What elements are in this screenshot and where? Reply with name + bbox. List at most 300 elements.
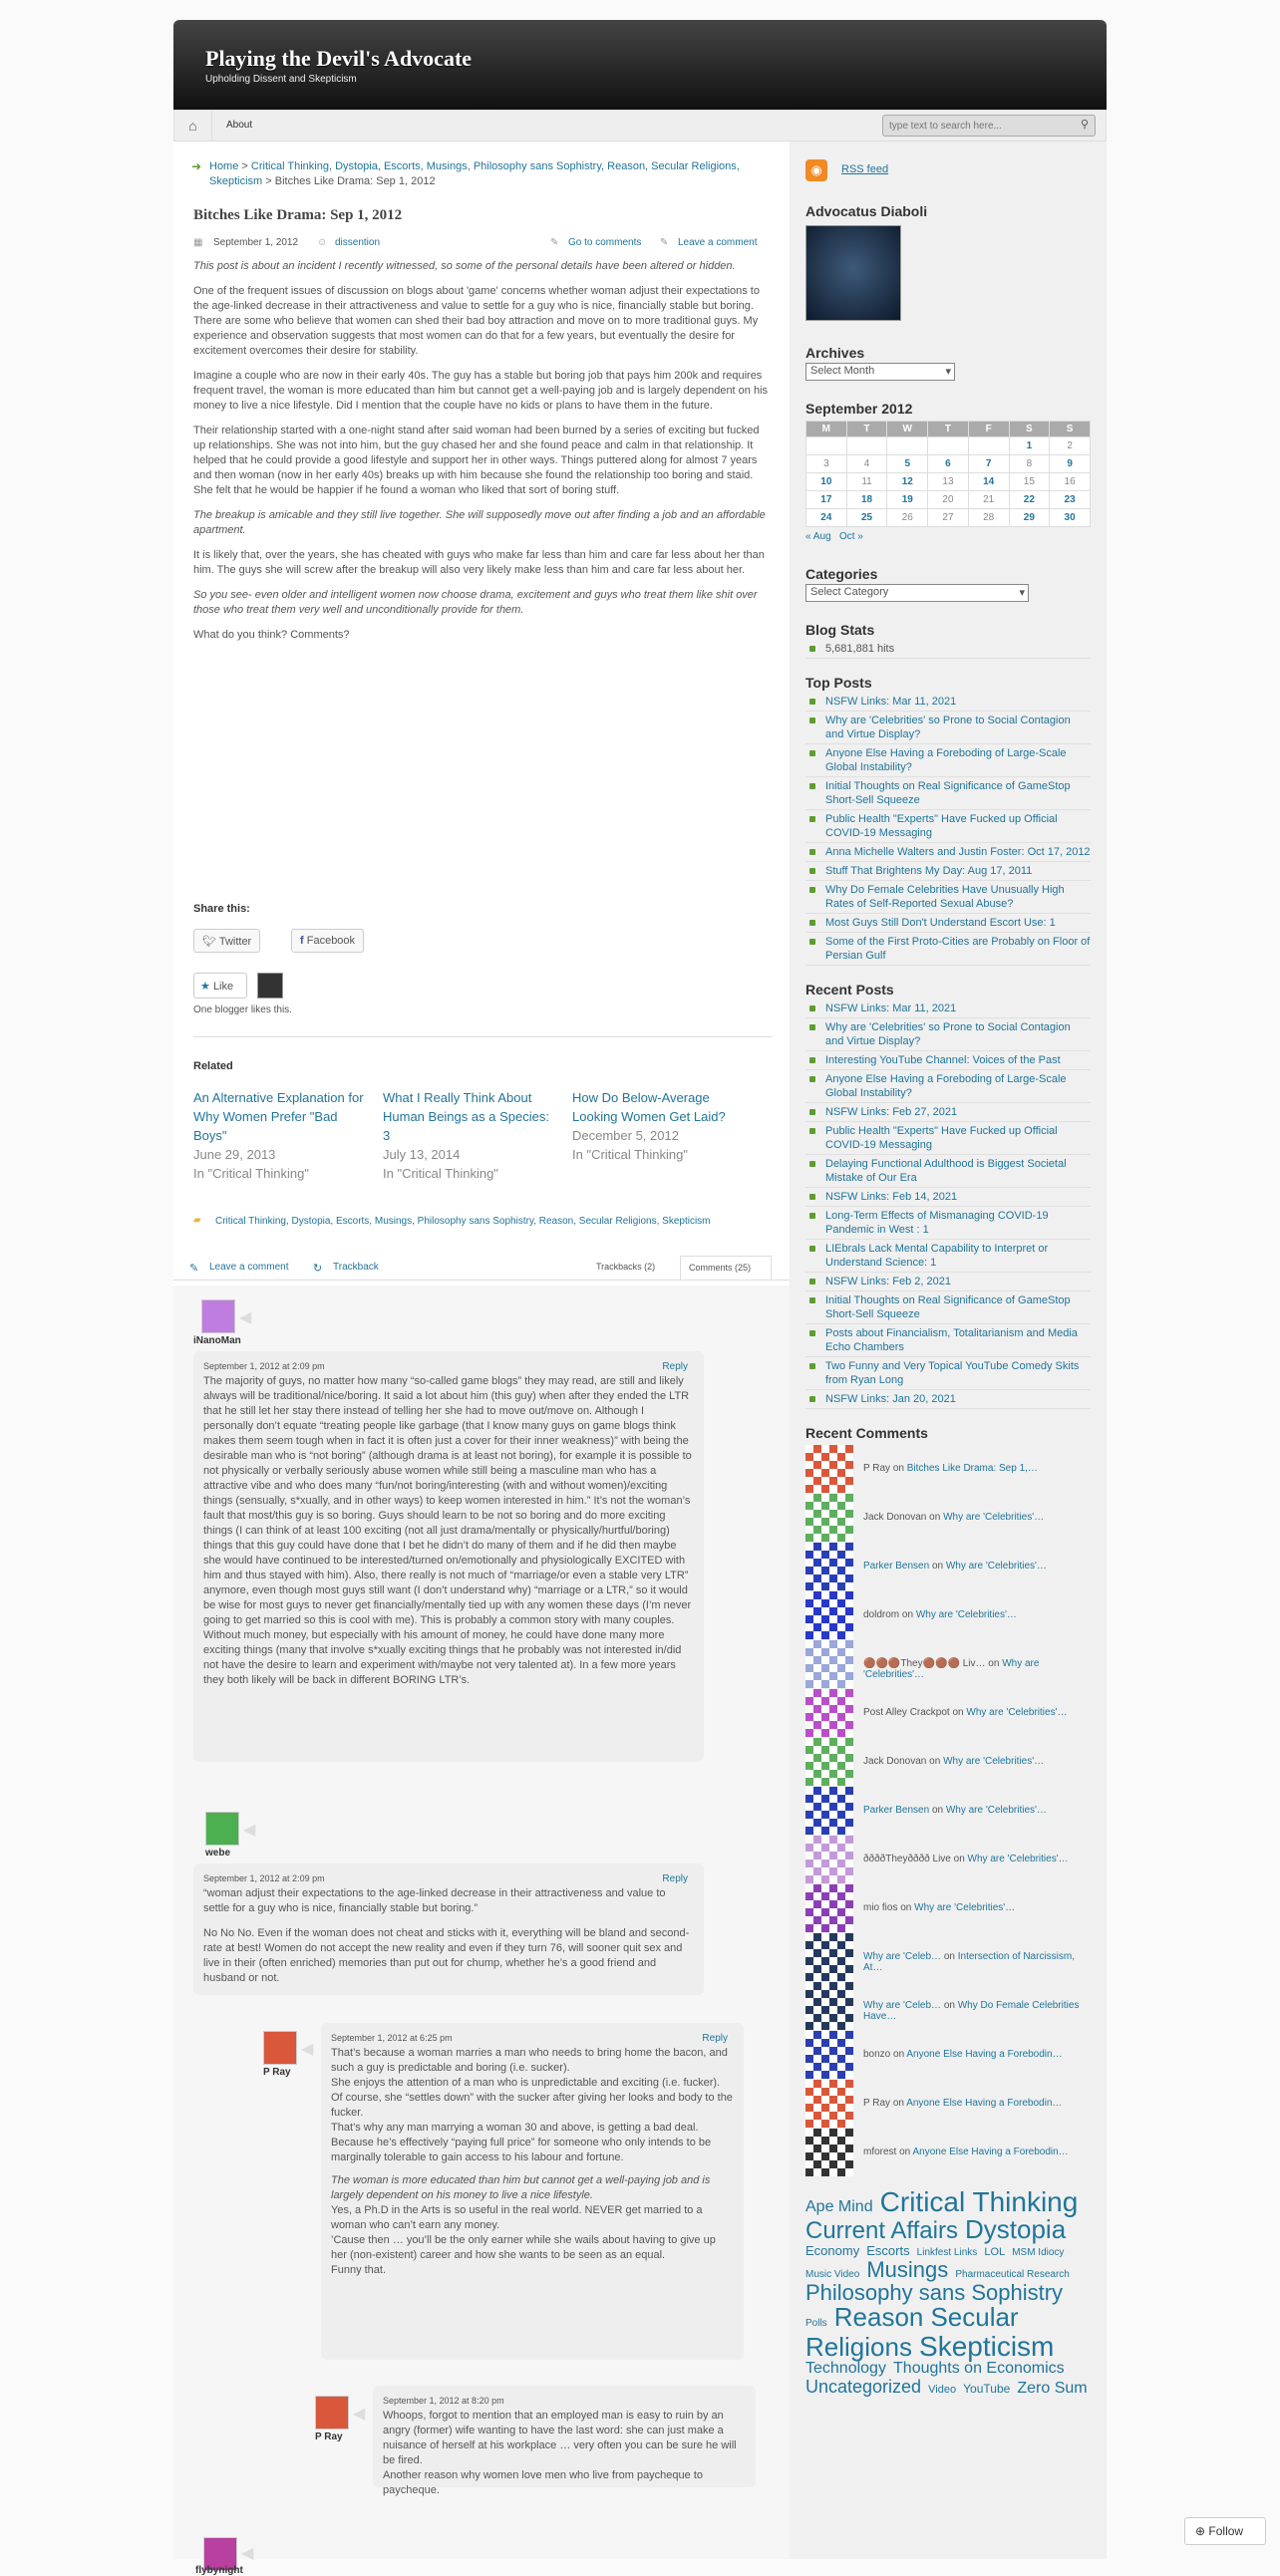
commenter-name[interactable]: webe bbox=[205, 1848, 231, 1859]
comments-icon: ✎ bbox=[550, 237, 559, 248]
post-link[interactable]: Stuff That Brightens My Day: Aug 17, 2011 bbox=[825, 865, 1033, 877]
calendar-day: 3 bbox=[806, 455, 847, 473]
recent-comment-post-link[interactable]: Why are 'Celebrities'… bbox=[915, 1609, 1017, 1620]
comment-date[interactable]: September 1, 2012 at 8:20 pm bbox=[383, 2396, 504, 2406]
commenter-avatar[interactable] bbox=[805, 1982, 853, 2030]
related-item[interactable] bbox=[572, 1088, 748, 1164]
comment bbox=[193, 1351, 704, 1762]
tag-link[interactable]: MSM Idiocy bbox=[1012, 2246, 1065, 2258]
nav-bar bbox=[173, 110, 1107, 142]
post-link-item[interactable] bbox=[805, 914, 1091, 933]
calendar-day[interactable]: 25 bbox=[846, 509, 887, 527]
commenter-avatar[interactable] bbox=[805, 2080, 853, 2128]
recent-comment-post-link[interactable]: Why are 'Celebrities'… bbox=[966, 1707, 1068, 1718]
calendar-day-header: F bbox=[968, 422, 1009, 437]
recent-comment-post-link[interactable]: Why are 'Celebrities'… bbox=[943, 1512, 1045, 1523]
calendar-day: 8 bbox=[1009, 455, 1050, 473]
recent-comment-item bbox=[805, 2031, 1091, 2080]
commenter-avatar[interactable] bbox=[805, 2129, 853, 2176]
breadcrumb-home[interactable]: Home bbox=[209, 160, 239, 172]
trackback-icon: ↻ bbox=[313, 1263, 323, 1275]
recent-comments-list bbox=[805, 1445, 1091, 2177]
archives-select[interactable] bbox=[805, 363, 955, 381]
calendar-day[interactable]: 22 bbox=[1009, 491, 1050, 509]
recent-comment-on: on bbox=[929, 1512, 941, 1523]
trackback-tab[interactable]: Trackback bbox=[333, 1262, 379, 1273]
breadcrumb bbox=[191, 159, 750, 189]
calendar-day[interactable]: 23 bbox=[1050, 491, 1091, 509]
tag-link[interactable]: Reason bbox=[833, 2302, 924, 2333]
comment-pointer-icon: ◀ bbox=[301, 2041, 314, 2058]
recent-comment-item bbox=[805, 1836, 1091, 1884]
follow-label: Follow bbox=[1208, 2524, 1244, 2538]
tag-link[interactable]: Musings bbox=[866, 2257, 949, 2283]
recent-comment-author: Post Alley Crackpot bbox=[863, 1707, 950, 1718]
post-meta bbox=[193, 235, 772, 251]
comment-line: ’Cause then … you’ll be the only earner while she wails about having to give up her (non-existent) career and how she wants to be seen as an equal. bbox=[331, 2234, 716, 2261]
facebook-share-button[interactable] bbox=[291, 929, 364, 953]
recent-comment-author: P Ray bbox=[863, 1463, 891, 1474]
leave-comment-tab[interactable]: Leave a comment bbox=[209, 1262, 289, 1273]
comment-text: Another reason why women love men who live from paycheque to paycheque. bbox=[383, 2469, 704, 2496]
post-link[interactable]: Why are 'Celebrities' so Prone to Social Contagion and Virtue Display? bbox=[825, 715, 1071, 740]
recent-comment-item bbox=[805, 1445, 1091, 1494]
recent-comment-post-link[interactable]: Bitches Like Drama: Sep 1,… bbox=[906, 1463, 1038, 1474]
recent-comment-item bbox=[805, 1543, 1091, 1591]
tag-link[interactable]: Polls bbox=[805, 2318, 827, 2330]
commenter-avatar[interactable] bbox=[805, 1787, 853, 1835]
commenter-avatar[interactable] bbox=[805, 1689, 853, 1737]
recent-comment-item bbox=[805, 1787, 1091, 1836]
recent-comment-on: on bbox=[893, 2049, 905, 2060]
post-link-item[interactable] bbox=[805, 712, 1091, 744]
recent-comment-post-link[interactable]: Intersection of Narcissism, At… bbox=[863, 1951, 1075, 1973]
post-link[interactable]: Initial Thoughts on Real Significance of GameStop Short-Sell Squeeze bbox=[825, 780, 1071, 806]
commenter-avatar[interactable] bbox=[805, 1445, 853, 1493]
tag-link[interactable]: Thoughts on Economics bbox=[893, 2360, 1065, 2378]
recent-comment-item bbox=[805, 1494, 1091, 1543]
calendar-day[interactable]: 19 bbox=[887, 491, 928, 509]
commenter-avatar[interactable] bbox=[201, 1299, 235, 1333]
tag-link[interactable]: Escorts bbox=[866, 2242, 910, 2258]
post-link-item[interactable] bbox=[805, 777, 1091, 810]
tag-link[interactable]: Skepticism bbox=[919, 2330, 1055, 2362]
post-link-item[interactable] bbox=[805, 1240, 1091, 1273]
post-category-links[interactable]: Critical Thinking, Dystopia, Escorts, Musings, Philosophy sans Sophistry, Reason, Secular Religions, Skepticism bbox=[215, 1216, 711, 1227]
post-link-item[interactable] bbox=[805, 1188, 1091, 1207]
tabs-divider bbox=[173, 1280, 790, 1281]
tag-link[interactable]: YouTube bbox=[963, 2381, 1011, 2396]
post-title: Bitches Like Drama: Sep 1, 2012 bbox=[193, 207, 403, 223]
comments-area bbox=[173, 1286, 790, 2562]
comment-line: She enjoys the attention of a man who is unpredictable and exciting (i.e. fucker). bbox=[331, 2077, 721, 2089]
like-button[interactable] bbox=[193, 973, 247, 999]
recent-comment-on: on bbox=[943, 2000, 955, 2011]
recent-comments-title: Recent Comments bbox=[805, 1425, 928, 1441]
post-link-item[interactable] bbox=[805, 1324, 1091, 1357]
folder-icon: ▰ bbox=[193, 1215, 201, 1226]
recent-comment-author[interactable]: Parker Bensen bbox=[863, 1561, 930, 1572]
post-link-item[interactable] bbox=[805, 1051, 1091, 1070]
commenter-avatar[interactable] bbox=[805, 1591, 853, 1639]
calendar-day-header: T bbox=[928, 422, 969, 437]
tag-link[interactable]: Current Affairs bbox=[805, 2217, 958, 2245]
recent-comment-post-link[interactable]: Anyone Else Having a Forebodin… bbox=[912, 2147, 1069, 2157]
post-link[interactable]: Interesting YouTube Channel: Voices of the Past bbox=[825, 1054, 1061, 1066]
post-link[interactable]: Why are 'Celebrities' so Prone to Social Contagion and Virtue Display? bbox=[825, 1021, 1071, 1047]
post-link-item[interactable] bbox=[805, 1122, 1091, 1155]
chevron-down-icon: ▾ bbox=[1019, 587, 1025, 599]
recent-comment-text bbox=[863, 1707, 1093, 1718]
stats-hits: 5,681,881 hits bbox=[805, 640, 1091, 659]
post-link-item[interactable] bbox=[805, 693, 1091, 712]
comment bbox=[193, 1863, 704, 1995]
post-link-item[interactable] bbox=[805, 862, 1091, 881]
related-title-link[interactable]: How Do Below-Average Looking Women Get Laid? bbox=[572, 1090, 726, 1124]
comment-icon: ✎ bbox=[660, 237, 669, 248]
post-link[interactable]: LIEbrals Lack Mental Capability to Interpret or Understand Science: 1 bbox=[825, 1243, 1049, 1269]
recent-comment-post-link[interactable]: Why are 'Celebrities'… bbox=[945, 1805, 1047, 1816]
comment-line: Yes, a Ph.D in the Arts is so useful in the real world. NEVER get married to a woman who can’t earn any money. bbox=[331, 2204, 703, 2231]
liker-avatar[interactable] bbox=[257, 973, 283, 999]
nav-home[interactable] bbox=[174, 111, 212, 141]
breadcrumb-categories[interactable]: Critical Thinking, Dystopia, Escorts, Musings, Philosophy sans Sophistry, Reason, Secular Religions, Skepticism bbox=[209, 160, 740, 187]
recent-comment-author: ððððTheyðððð Live bbox=[863, 1854, 951, 1864]
post-link[interactable]: Posts about Financialism, Totalitarianism and Media Echo Chambers bbox=[825, 1327, 1078, 1353]
comment-line: Funny that. bbox=[331, 2264, 387, 2276]
recent-comment-author: 🟤🟤🟤They🟤🟤🟤 Liv… bbox=[863, 1658, 986, 1669]
post-date: September 1, 2012 bbox=[213, 237, 299, 248]
tag-link[interactable]: Philosophy sans Sophistry bbox=[805, 2280, 1064, 2306]
calendar-day: 27 bbox=[928, 509, 969, 527]
comment-pointer-icon: ◀ bbox=[241, 2545, 254, 2562]
post-link-item[interactable] bbox=[805, 744, 1091, 777]
commenter-name[interactable]: flybynight bbox=[195, 2565, 243, 2576]
post-link[interactable]: NSFW Links: Mar 11, 2021 bbox=[825, 696, 957, 708]
recent-comment-item bbox=[805, 1591, 1091, 1640]
related-date: July 13, 2014 bbox=[383, 1147, 461, 1162]
breadcrumb-arrow-icon: ➜ bbox=[191, 159, 202, 173]
calendar-day bbox=[887, 437, 928, 455]
like-label: Like bbox=[212, 981, 234, 993]
home-icon: ⌂ bbox=[188, 118, 197, 134]
goto-comments-link[interactable]: Go to comments bbox=[568, 237, 642, 248]
related-item[interactable] bbox=[193, 1088, 369, 1183]
chevron-down-icon: ▾ bbox=[945, 366, 951, 378]
calendar-day bbox=[846, 437, 887, 455]
recent-comment-on: on bbox=[988, 1658, 1000, 1669]
post-link[interactable]: Public Health "Experts" Have Fucked up Official COVID-19 Messaging bbox=[825, 1125, 1058, 1151]
calendar-day[interactable]: 17 bbox=[806, 491, 847, 509]
calendar-day[interactable]: 29 bbox=[1009, 509, 1050, 527]
calendar-day[interactable]: 6 bbox=[928, 455, 969, 473]
comment-date[interactable]: September 1, 2012 at 2:09 pm bbox=[203, 1873, 325, 1883]
commenter-avatar[interactable] bbox=[805, 2031, 853, 2079]
comment-pointer-icon: ◀ bbox=[353, 2406, 366, 2423]
leave-comment-link[interactable]: Leave a comment bbox=[678, 237, 758, 248]
commenter-avatar[interactable] bbox=[805, 1738, 853, 1786]
categories-select[interactable] bbox=[805, 584, 1029, 602]
recent-comment-author[interactable]: Why are 'Celeb… bbox=[863, 1951, 942, 1962]
likes-text: One blogger likes this. bbox=[193, 1004, 292, 1015]
post-link[interactable]: Some of the First Proto-Cities are Probably on Floor of Persian Gulf bbox=[825, 936, 1091, 962]
post-link[interactable]: NSFW Links: Feb 27, 2021 bbox=[825, 1106, 958, 1118]
recent-comment-post-link[interactable]: Why are 'Celebrities'… bbox=[943, 1756, 1045, 1767]
comment-line: That’s because a woman marries a man who needs to bring home the bacon, and such a guy is predictable and boring (i.e. sucker). bbox=[331, 2047, 728, 2074]
recent-comment-post-link[interactable]: Why are 'Celebrities'… bbox=[967, 1854, 1069, 1864]
calendar-day: 13 bbox=[928, 473, 969, 491]
recent-comment-on: on bbox=[931, 1805, 944, 1816]
recent-comment-text bbox=[863, 2000, 1093, 2022]
calendar-next[interactable]: Oct » bbox=[838, 531, 863, 542]
stats-title: Blog Stats bbox=[805, 622, 875, 638]
calendar-day-header: M bbox=[806, 422, 847, 437]
post-link-item[interactable] bbox=[805, 1000, 1091, 1018]
categories-title: Categories bbox=[805, 566, 878, 582]
recent-comment-text bbox=[863, 1854, 1093, 1864]
recent-comment-author: bonzo bbox=[863, 2049, 891, 2060]
post-paragraph: This post is about an incident I recently witnessed, so some of the personal details have been altered or hidden. bbox=[193, 260, 736, 272]
post-link[interactable]: NSFW Links: Mar 11, 2021 bbox=[825, 1002, 957, 1014]
reply-link[interactable]: Reply bbox=[662, 1361, 688, 1372]
calendar-day: 21 bbox=[968, 491, 1009, 509]
commenter-avatar[interactable] bbox=[805, 1933, 853, 1981]
comments-tab[interactable]: Comments (25) bbox=[680, 1256, 772, 1280]
comment-date[interactable]: September 1, 2012 at 2:09 pm bbox=[203, 1361, 325, 1371]
related-date: December 5, 2012 bbox=[572, 1128, 679, 1143]
commenter-avatar[interactable] bbox=[205, 1812, 239, 1846]
recent-comment-text bbox=[863, 1805, 1093, 1816]
post-paragraph: The breakup is amicable and they still live together. She will supposedly move out after finding a job and an affordable apartment. bbox=[193, 509, 766, 536]
recent-comment-item bbox=[805, 1689, 1091, 1738]
recent-comment-post-link[interactable]: Why are 'Celebrities'… bbox=[914, 1902, 1016, 1913]
recent-comment-on: on bbox=[892, 2098, 904, 2109]
recent-comment-author[interactable]: Why are 'Celeb… bbox=[863, 2000, 942, 2011]
tag-link[interactable]: Critical Thinking bbox=[879, 2186, 1079, 2217]
calendar-day[interactable]: 30 bbox=[1050, 509, 1091, 527]
post-link[interactable]: Why Do Female Celebrities Have Unusually High Rates of Self-Reported Sexual Abuse? bbox=[825, 884, 1065, 910]
calendar-day-header: S bbox=[1009, 422, 1050, 437]
recent-comment-author: Jack Donovan bbox=[863, 1756, 927, 1767]
recent-comment-post-link[interactable]: Why Do Female Celebrities Have… bbox=[863, 2000, 1080, 2022]
related-title-link[interactable]: An Alternative Explanation for Why Women Prefer "Bad Boys" bbox=[193, 1090, 364, 1143]
tag-link[interactable]: Pharmaceutical Research bbox=[955, 2269, 1070, 2281]
post-link[interactable]: Anyone Else Having a Foreboding of Large-Scale Global Instability? bbox=[825, 747, 1067, 773]
calendar-day[interactable]: 14 bbox=[968, 473, 1009, 491]
tag-link[interactable]: LOL bbox=[984, 2245, 1006, 2258]
calendar-day[interactable]: 18 bbox=[846, 491, 887, 509]
post-link[interactable]: Long-Term Effects of Mismanaging COVID-19 Pandemic in West : 1 bbox=[825, 1210, 1049, 1236]
commenter-avatar[interactable] bbox=[805, 1640, 853, 1688]
post-link-item[interactable] bbox=[805, 1357, 1091, 1390]
post-link-item[interactable] bbox=[805, 1207, 1091, 1240]
tag-link[interactable]: Secular Religions bbox=[805, 2302, 1019, 2362]
post-link-item[interactable] bbox=[805, 933, 1091, 966]
tag-link[interactable]: Economy bbox=[805, 2242, 860, 2258]
post-link-item[interactable] bbox=[805, 1155, 1091, 1188]
calendar-day: 15 bbox=[1009, 473, 1050, 491]
top-posts-title: Top Posts bbox=[805, 675, 872, 691]
recent-comment-post-link[interactable]: Anyone Else Having a Forebodin… bbox=[906, 2098, 1063, 2109]
post-link-item[interactable] bbox=[805, 843, 1091, 862]
commenter-avatar[interactable] bbox=[805, 1543, 853, 1590]
recent-comment-on: on bbox=[899, 2147, 911, 2157]
tag-link[interactable]: Uncategorized bbox=[805, 2376, 922, 2397]
recent-comment-post-link[interactable]: Why are 'Celebrities'… bbox=[863, 1658, 1040, 1680]
recent-comment-author: doldrom bbox=[863, 1609, 900, 1620]
tag-link[interactable]: Linkfest Links bbox=[916, 2246, 978, 2258]
top-posts-list bbox=[805, 693, 1091, 966]
tag-link[interactable]: Technology bbox=[805, 2360, 886, 2378]
breadcrumb-current: Bitches Like Drama: Sep 1, 2012 bbox=[274, 175, 436, 187]
stats-list bbox=[805, 640, 1091, 659]
comment-date[interactable]: September 1, 2012 at 6:25 pm bbox=[331, 2033, 453, 2043]
post-link[interactable]: NSFW Links: Feb 2, 2021 bbox=[825, 1276, 951, 1288]
recent-comment-text bbox=[863, 2147, 1093, 2157]
recent-posts-title: Recent Posts bbox=[805, 982, 894, 998]
calendar-prev[interactable]: « Aug bbox=[805, 531, 831, 542]
recent-comment-item bbox=[805, 1982, 1091, 2031]
post-link[interactable]: Anyone Else Having a Foreboding of Large-Scale Global Instability? bbox=[825, 1073, 1067, 1099]
recent-comment-on: on bbox=[892, 1463, 904, 1474]
post-link-item[interactable] bbox=[805, 1070, 1091, 1103]
calendar-title: September 2012 bbox=[805, 401, 913, 417]
commenter-name[interactable]: P Ray bbox=[315, 2432, 343, 2442]
comment-text: “woman adjust their expectations to the age-linked decrease in their attractiveness and value to settle for a guy who is nice, financially stable but boring.” bbox=[203, 1887, 666, 1914]
page-wrapper bbox=[173, 20, 1107, 2576]
search-input[interactable] bbox=[883, 116, 1073, 136]
follow-icon: ⊕ bbox=[1195, 2524, 1206, 2538]
commenter-avatar[interactable] bbox=[805, 1884, 853, 1932]
post-link[interactable]: NSFW Links: Feb 14, 2021 bbox=[825, 1191, 958, 1203]
post-link-item[interactable] bbox=[805, 1273, 1091, 1291]
recent-comment-on: on bbox=[901, 1609, 914, 1620]
related-title-link[interactable]: What I Really Think About Human Beings as a Species: 3 bbox=[383, 1090, 549, 1143]
rss-link[interactable]: RSS feed bbox=[841, 163, 889, 175]
commenter-avatar[interactable] bbox=[263, 2031, 297, 2065]
post-categories bbox=[193, 1216, 711, 1227]
post-link[interactable]: Two Funny and Very Topical YouTube Comedy Skits from Ryan Long bbox=[825, 1360, 1080, 1386]
recent-comment-text bbox=[863, 1756, 1093, 1767]
calendar-day bbox=[968, 437, 1009, 455]
calendar-day[interactable]: 9 bbox=[1050, 455, 1091, 473]
recent-comment-author: mforest bbox=[863, 2147, 897, 2157]
calendar-day[interactable]: 10 bbox=[806, 473, 847, 491]
calendar-day[interactable]: 12 bbox=[887, 473, 928, 491]
calendar-day: 11 bbox=[846, 473, 887, 491]
search-icon[interactable]: ⚲ bbox=[1080, 119, 1090, 131]
post-paragraph: Imagine a couple who are now in their early 40s. The guy has a stable but boring job that pays him 200k and requires frequent travel, the woman is more educated than him but cannot get a well-paying job and is largely dependent on his money to live a nice lifestyle. Did I mention that the couple have no kids or plans to have them in the future. bbox=[193, 370, 769, 412]
tag-link[interactable]: Ape Mind bbox=[805, 2198, 873, 2215]
recent-comment-author[interactable]: Parker Bensen bbox=[863, 1805, 930, 1816]
calendar bbox=[805, 421, 1091, 527]
twitter-label: Twitter bbox=[218, 936, 252, 948]
commenter-avatar[interactable] bbox=[805, 1494, 853, 1542]
calendar-day: 26 bbox=[887, 509, 928, 527]
post-link[interactable]: Initial Thoughts on Real Significance of GameStop Short-Sell Squeeze bbox=[825, 1294, 1071, 1320]
reply-link[interactable]: Reply bbox=[662, 1873, 688, 1884]
post-link[interactable]: Most Guys Still Don't Understand Escort Use: 1 bbox=[825, 917, 1056, 929]
archives-select-value: Select Month bbox=[810, 365, 875, 377]
tag-link[interactable]: Zero Sum bbox=[1017, 2379, 1088, 2397]
comment bbox=[321, 2023, 744, 2360]
post-link[interactable]: NSFW Links: Jan 20, 2021 bbox=[825, 1393, 956, 1405]
breadcrumb-sep: > bbox=[241, 160, 248, 172]
comment-text: Whoops, forgot to mention that an employed man is easy to ruin by an angry (former) wife wanting to have the last word: she can just make a nuisance of herself at his workplace … very often you can be sure he will be fired. bbox=[383, 2410, 737, 2466]
recent-comment-text bbox=[863, 1609, 1093, 1620]
search-box bbox=[882, 115, 1096, 137]
post-link-item[interactable] bbox=[805, 881, 1091, 914]
tag-link[interactable]: Music Video bbox=[805, 2269, 860, 2281]
comment-pointer-icon: ◀ bbox=[243, 1822, 256, 1839]
comment-quote: The woman is more educated than him but cannot get a well-paying job and is largely dependent on his money to live a nice lifestyle. bbox=[331, 2174, 711, 2201]
post-paragraph: What do you think? Comments? bbox=[193, 629, 350, 641]
advocatus-title: Advocatus Diaboli bbox=[805, 203, 928, 219]
recent-comment-post-link[interactable]: Why are 'Celebrities'… bbox=[945, 1561, 1047, 1572]
share-title: Share this: bbox=[193, 903, 250, 915]
recent-posts-list bbox=[805, 1000, 1091, 1409]
post-link-item[interactable] bbox=[805, 810, 1091, 843]
reply-link[interactable]: Reply bbox=[702, 2033, 728, 2044]
post-link[interactable]: Delaying Functional Adulthood is Biggest Societal Mistake of Our Era bbox=[825, 1158, 1067, 1184]
commenter-avatar[interactable] bbox=[805, 1836, 853, 1883]
post-link-item[interactable] bbox=[805, 1018, 1091, 1051]
calendar-day[interactable]: 5 bbox=[887, 455, 928, 473]
post-link-item[interactable] bbox=[805, 1291, 1091, 1324]
comment-line: Of course, she “settles down” with the sucker after giving her looks and body to the fucker. bbox=[331, 2092, 733, 2119]
commenter-name[interactable]: P Ray bbox=[263, 2067, 291, 2078]
calendar-day: 2 bbox=[1050, 437, 1091, 455]
post-link[interactable]: Public Health "Experts" Have Fucked up Official COVID-19 Messaging bbox=[825, 813, 1058, 839]
post-paragraph: So you see- even older and intelligent women now choose drama, excitement and guys who treat them like shit over those who treat them very well and unconditionally provide for them. bbox=[193, 589, 758, 616]
post-link[interactable]: Anna Michelle Walters and Justin Foster: Oct 17, 2012 bbox=[825, 846, 1091, 858]
trackbacks-tab[interactable]: Trackbacks (2) bbox=[596, 1262, 656, 1272]
post-link-item[interactable] bbox=[805, 1390, 1091, 1409]
calendar-day[interactable]: 7 bbox=[968, 455, 1009, 473]
calendar-day[interactable]: 24 bbox=[806, 509, 847, 527]
related-item[interactable] bbox=[383, 1088, 558, 1183]
follow-button[interactable] bbox=[1184, 2517, 1266, 2545]
commenter-avatar[interactable] bbox=[315, 2396, 349, 2430]
recent-comment-on: on bbox=[900, 1902, 912, 1913]
divider bbox=[193, 1036, 772, 1037]
recent-comment-item bbox=[805, 1640, 1091, 1689]
tag-link[interactable]: Dystopia bbox=[965, 2214, 1067, 2245]
recent-comment-author: mio fios bbox=[863, 1902, 898, 1913]
post-author[interactable]: dissention bbox=[335, 237, 381, 248]
post-body bbox=[193, 259, 772, 653]
post-link-item[interactable] bbox=[805, 1103, 1091, 1122]
recent-comment-item bbox=[805, 1738, 1091, 1787]
site-title[interactable]: Playing the Devil's Advocate bbox=[205, 46, 473, 71]
comment bbox=[373, 2386, 756, 2496]
recent-comment-text bbox=[863, 2098, 1093, 2109]
commenter-name[interactable]: iNanoMan bbox=[193, 1335, 241, 1346]
breadcrumb-sep: > bbox=[265, 175, 272, 187]
twitter-share-button[interactable] bbox=[193, 929, 260, 953]
advocatus-image[interactable] bbox=[805, 225, 901, 321]
rss-icon[interactable]: ◉ bbox=[805, 159, 827, 181]
nav-about[interactable]: About bbox=[226, 120, 253, 131]
recent-comment-text bbox=[863, 1951, 1093, 1973]
recent-comment-post-link[interactable]: Anyone Else Having a Forebodin… bbox=[906, 2049, 1063, 2060]
tag-link[interactable]: Video bbox=[928, 2383, 957, 2396]
calendar-day: 20 bbox=[928, 491, 969, 509]
calendar-day[interactable]: 1 bbox=[1009, 437, 1050, 455]
calendar-day: 28 bbox=[968, 509, 1009, 527]
recent-comment-item bbox=[805, 1933, 1091, 1982]
calendar-day: 16 bbox=[1050, 473, 1091, 491]
